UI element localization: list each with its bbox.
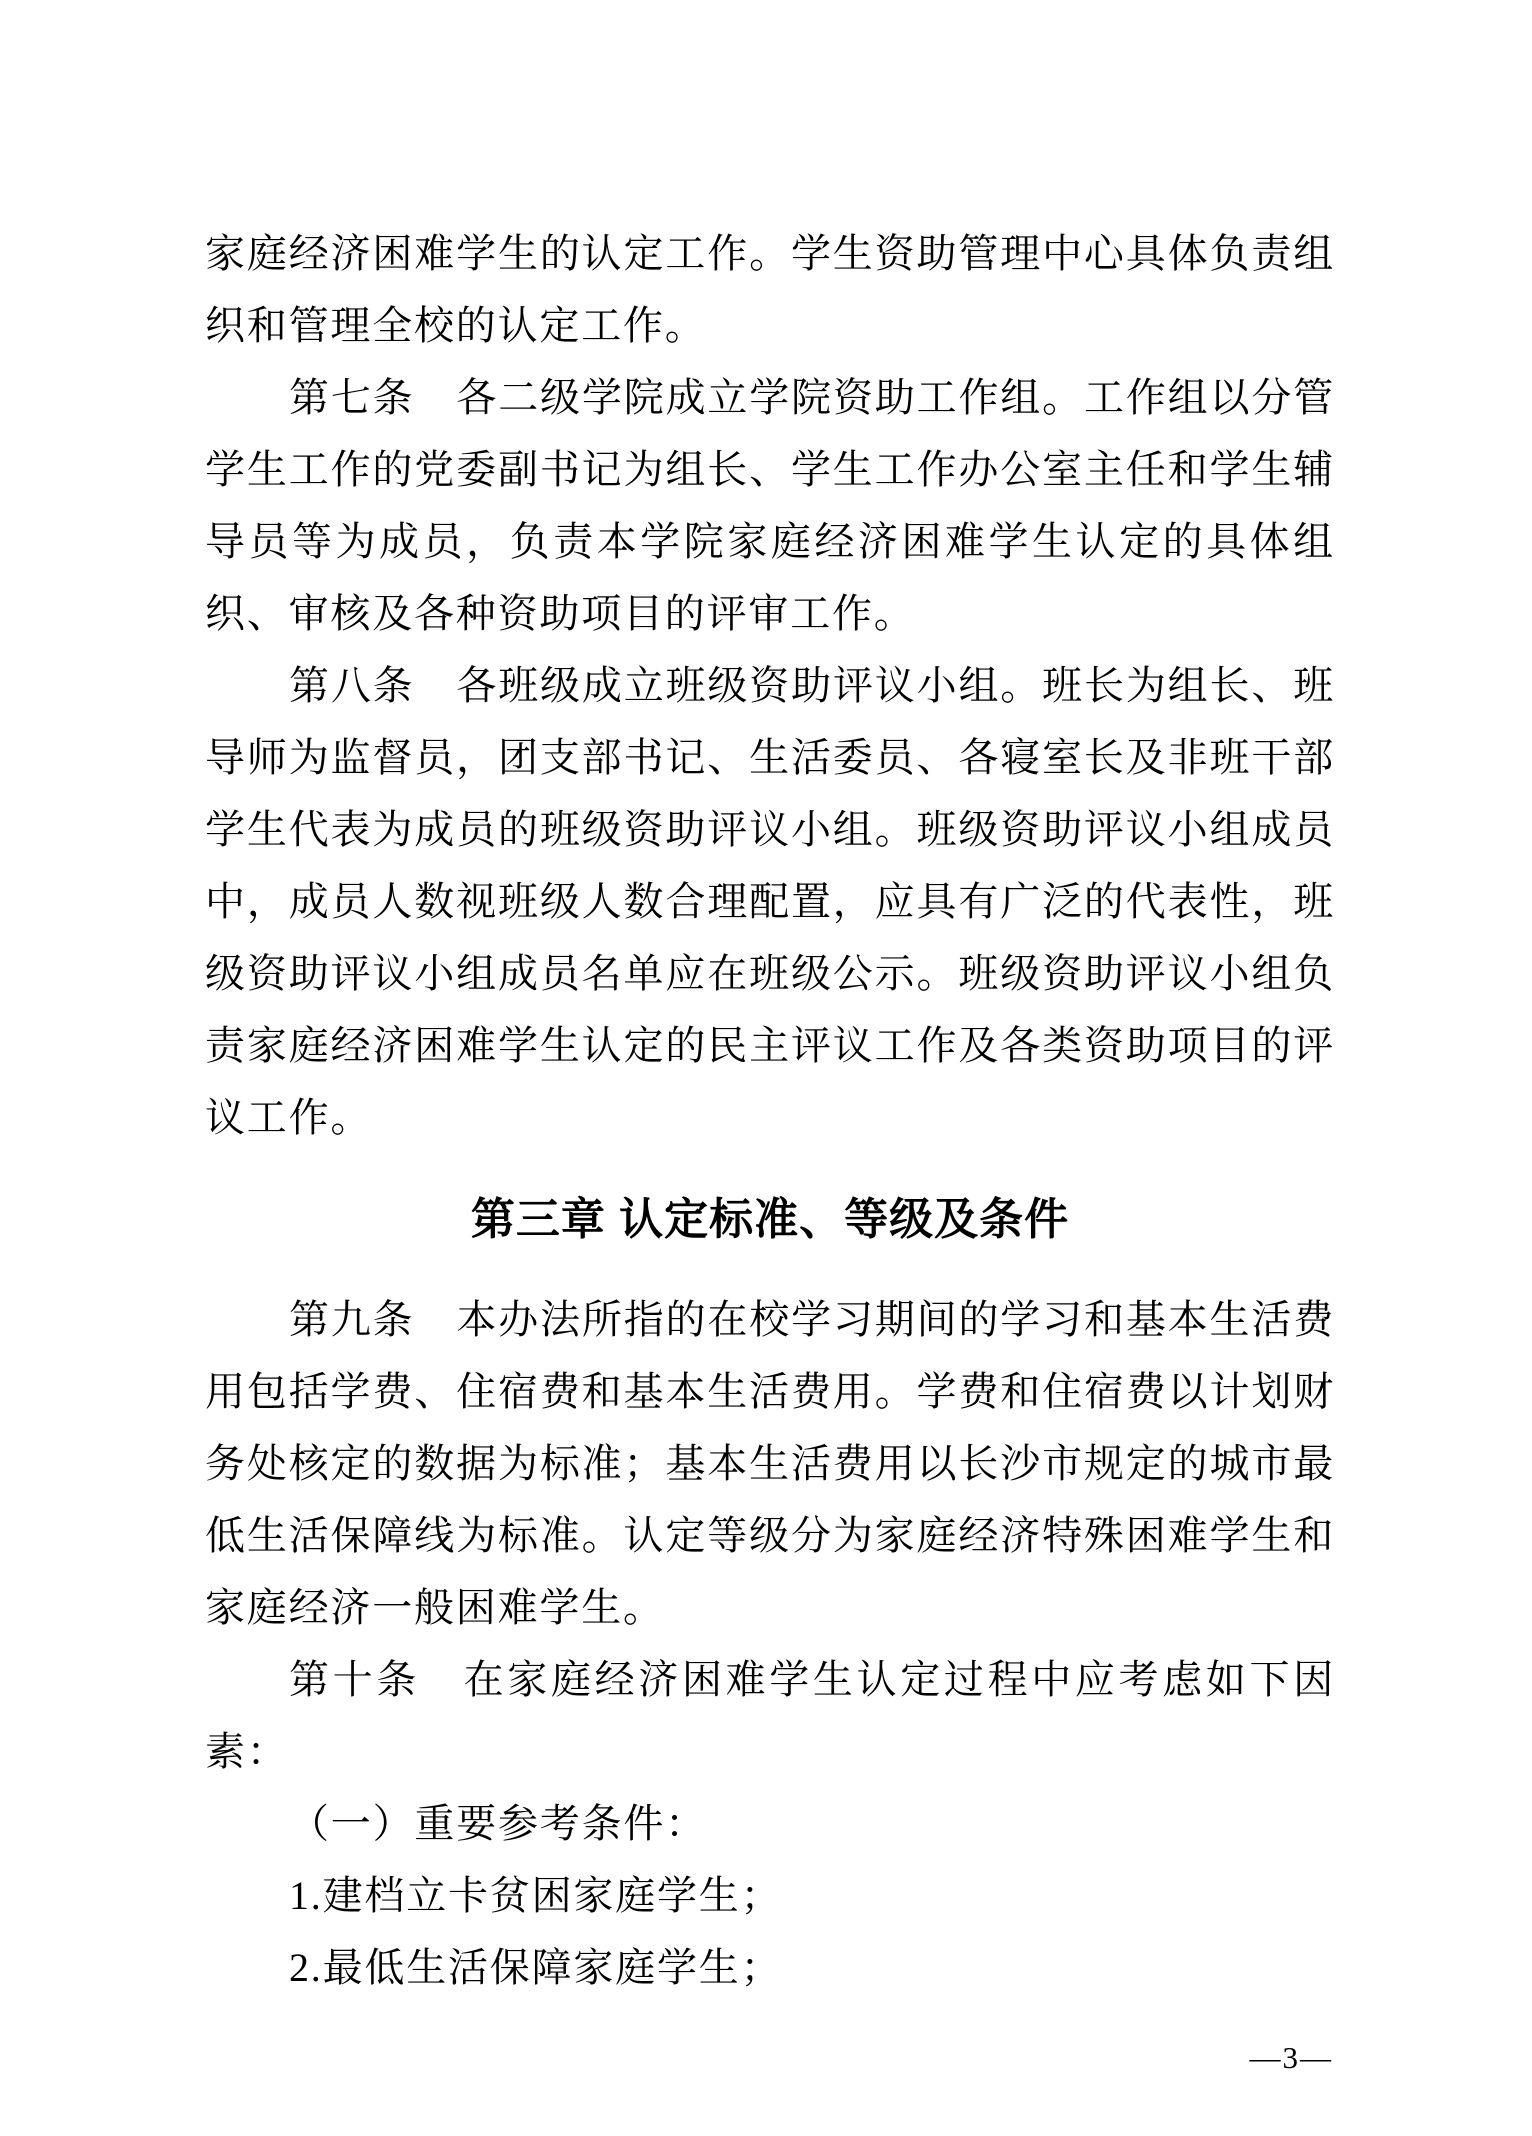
paragraph-continuation: 家庭经济困难学生的认定工作。学生资助管理中心具体负责组织和管理全校的认定工作。 xyxy=(205,231,1335,348)
paragraph-criteria-item-1: 1.建档立卡贫困家庭学生； xyxy=(289,1873,783,1918)
paragraph-article-9: 第九条 本办法所指的在校学习期间的学习和基本生活费用包括学费、住宿费和基本生活费用。学费和住宿费以计划财务处核定的数据为标准；基本生活费用以长沙市规定的城市最低生活保障线为标准。认定等级分为家庭经济特殊困难学生和家庭经济一般困难学生。 xyxy=(205,1297,1335,1630)
paragraph-criteria-label: （一）重要参考条件： xyxy=(289,1801,707,1846)
paragraph-criteria-item-2: 2.最低生活保障家庭学生； xyxy=(289,1945,783,1990)
paragraph-article-10: 第十条 在家庭经济困难学生认定过程中应考虑如下因素： xyxy=(205,1657,1335,1774)
paragraph-article-7: 第七条 各二级学院成立学院资助工作组。工作组以分管学生工作的党委副书记为组长、学生工作办公室主任和学生辅导员等为成员，负责本学院家庭经济困难学生认定的具体组织、审核及各种资助项目的评审工作。 xyxy=(205,375,1335,636)
document-body xyxy=(205,218,1335,2004)
chapter-3-heading: 第三章 认定标准、等级及条件 xyxy=(470,1195,1070,1244)
page-number: —3— xyxy=(1249,2040,1333,2075)
paragraph-article-8: 第八条 各班级成立班级资助评议小组。班长为组长、班导师为监督员，团支部书记、生活委员、各寝室长及非班干部学生代表为成员的班级资助评议小组。班级资助评议小组成员中，成员人数视班级人数合理配置，应具有广泛的代表性，班级资助评议小组成员名单应在班级公示。班级资助评议小组负责家庭经济困难学生认定的民主评议工作及各类资助项目的评议工作。 xyxy=(205,663,1335,1140)
